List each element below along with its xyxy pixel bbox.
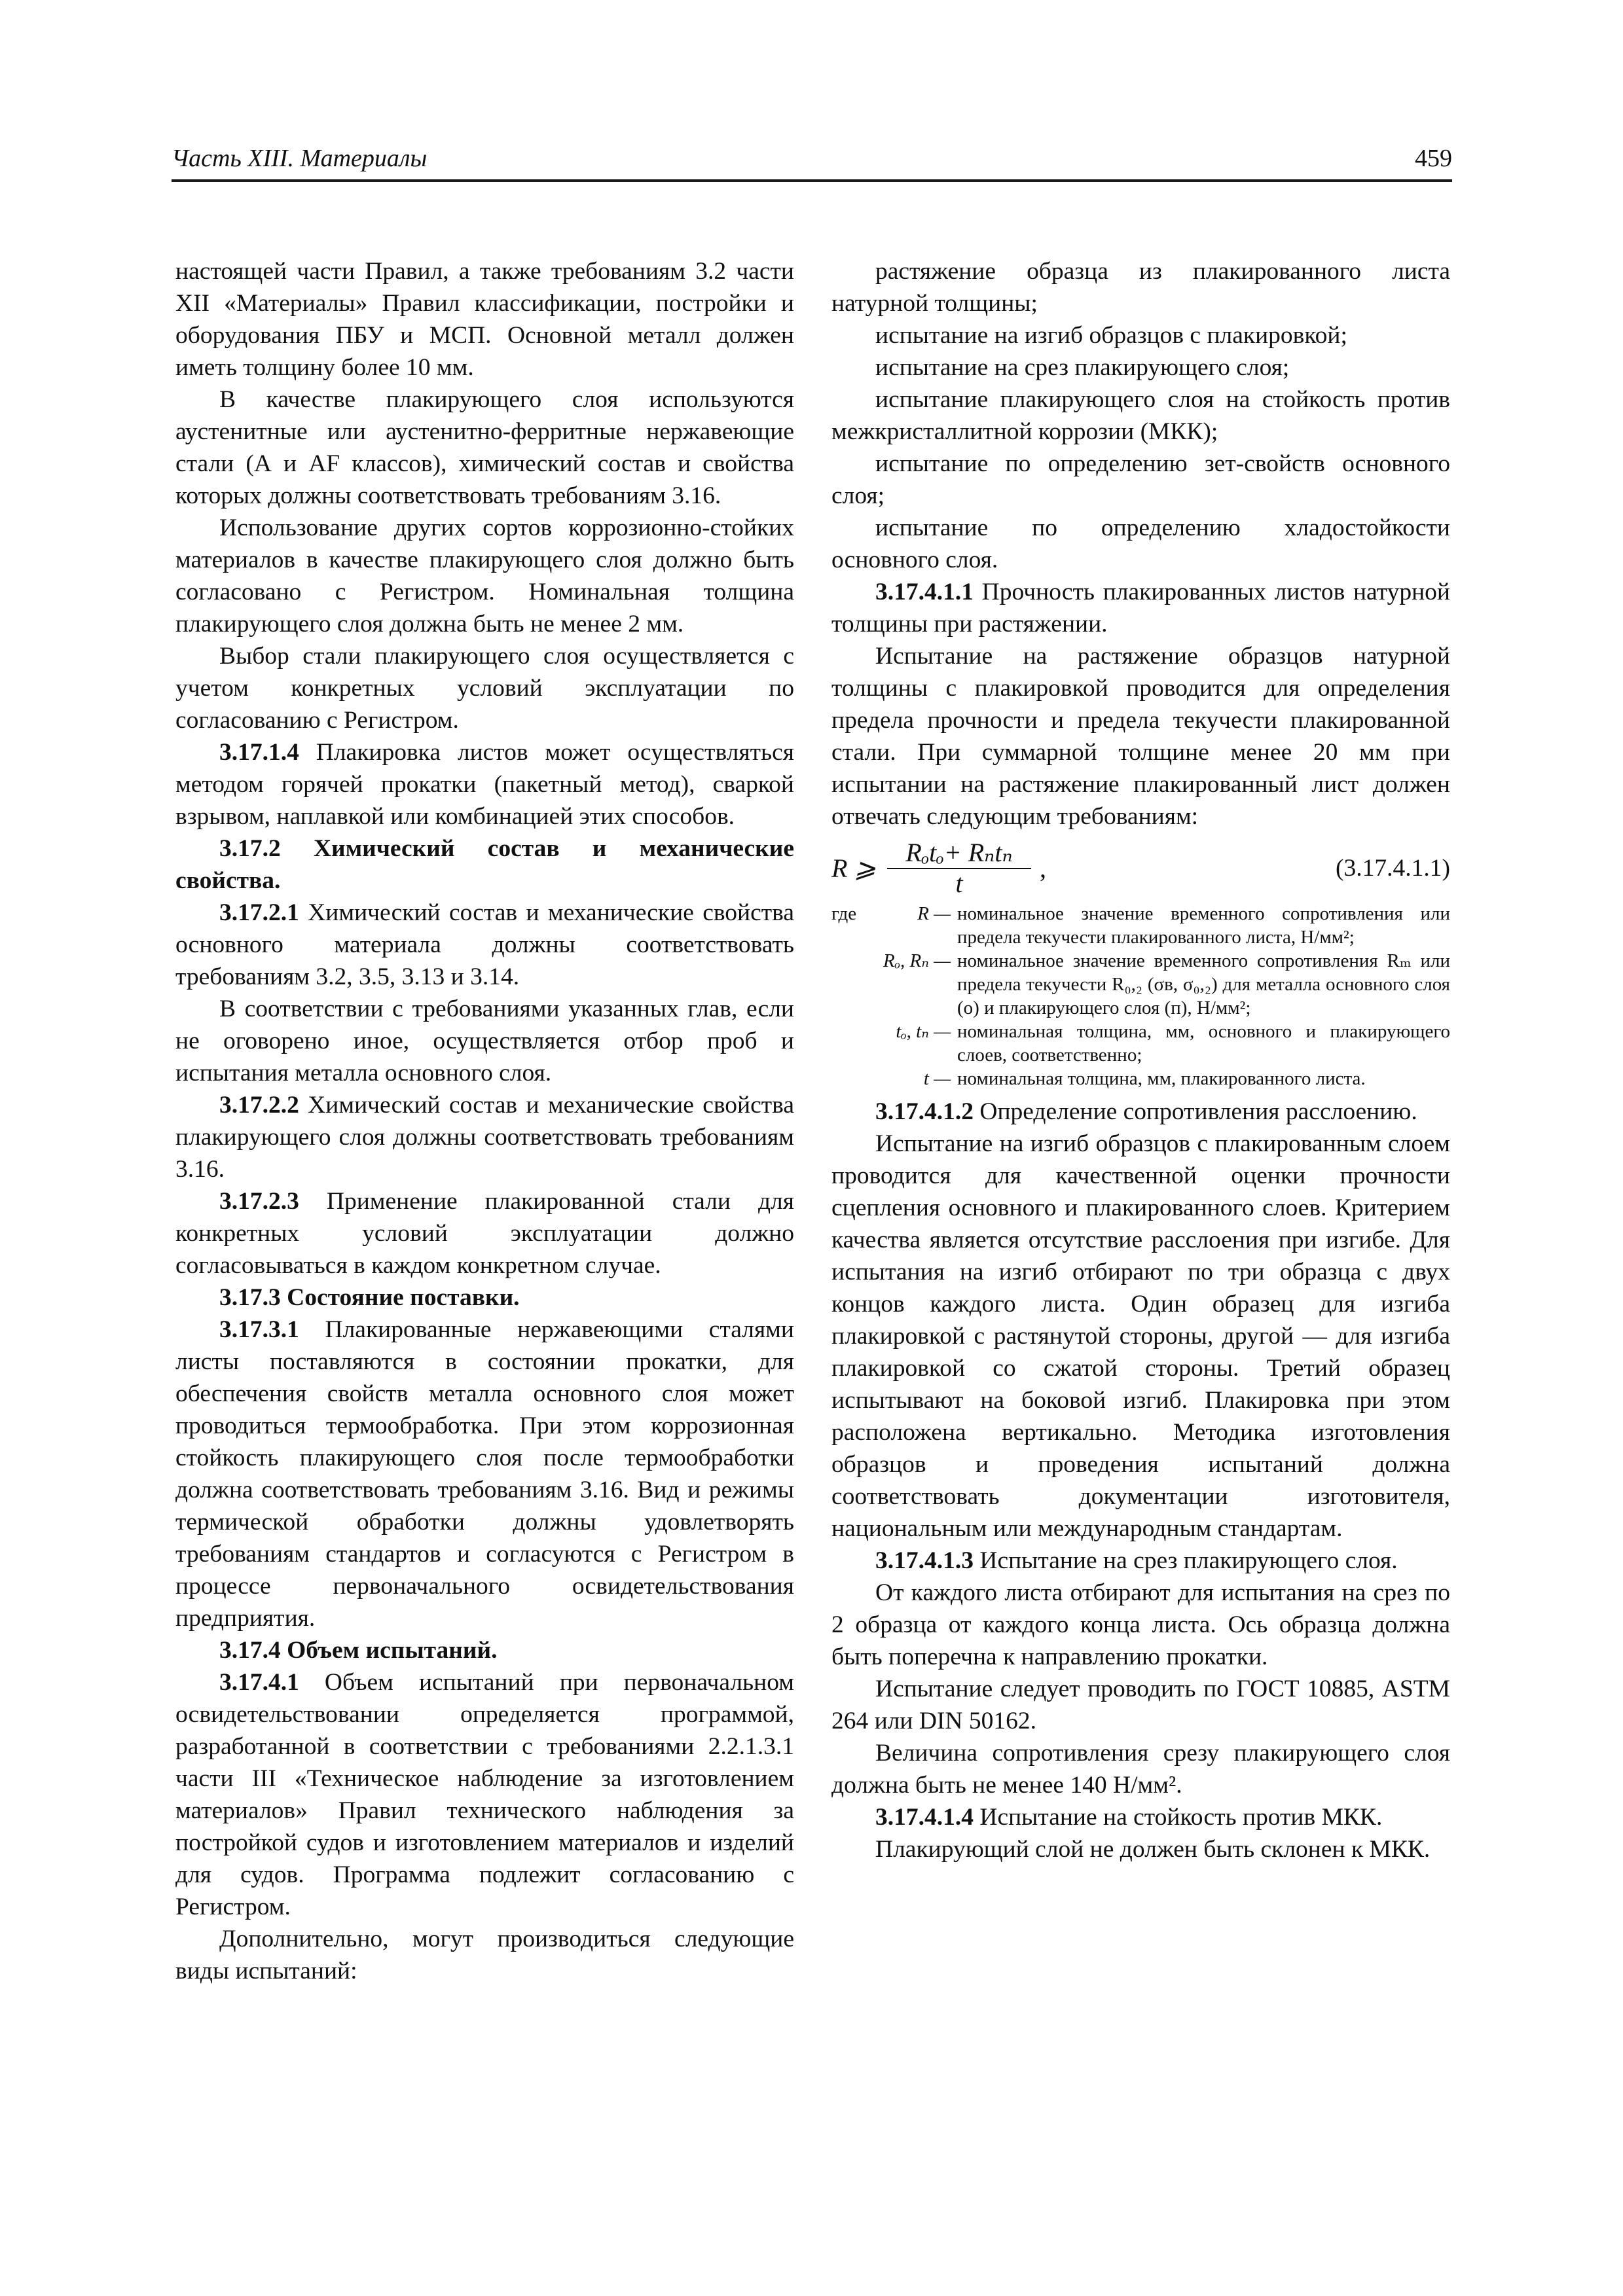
paragraph [175,736,794,833]
legend-row [831,949,1450,1020]
section-number: 3.17.4.1.2 [875,1098,974,1125]
paragraph: Испытание на изгиб образцов с плакированным слоем проводится для качественной оценки прочности сцепления основного и плакированного слоев. Критерием качества является отсутствие расслоения при изгибе. Для испытания на изгиб отбирают по три образца с двух концов каждого листа. Один образец для изгиба плакировкой с растянутой стороны, другой — для изгиба плакировкой со сжатой стороны. Третий образец испытывают на боковой изгиб. Плакировка при этом расположена вертикально. Методика изготовления образцов и проведения испытаний должна соответствовать документации изготовителя, национальным или международным стандартам. [831,1130,1450,1542]
paragraph: испытание на срез плакирующего слоя; [875,354,1290,381]
paragraph [831,576,1450,640]
section-number: 3.17.4.1.3 [875,1547,974,1574]
paragraph-text: Химический состав и механические свойства плакирующего слоя должны соответствовать требованиям 3.16. [175,1092,794,1183]
paragraph: Выбор стали плакирующего слоя осуществляется с учетом конкретных условий эксплуатации по согласованию с Регистром. [175,643,794,734]
formula-legend [831,902,1450,1090]
legend-text: номинальная толщина, мм, основного и плакирующего слоев, соответственно; [957,1021,1450,1066]
paragraph-text: Химический состав и механические свойства основного материала должны соответствовать требованиям 3.2, 3.5, 3.13 и 3.14. [175,899,794,990]
section-number: 3.17.2.2 [219,1092,299,1119]
paragraph [831,1096,1450,1128]
legend-label [831,902,957,949]
section-number: 3.17.4.1.4 [875,1804,974,1831]
paragraph: растяжение образца из плакированного листа натурной толщины; [831,258,1450,317]
section-number: 3.17.2.3 [219,1188,299,1215]
paragraph: Использование других сортов коррозионно-стойких материалов в качестве плакирующего слоя должно быть согласовано с Регистром. Номинальная толщина плакирующего слоя должна быть не менее 2 мм. [175,514,794,637]
section-number: 3.17.2.1 [219,899,299,926]
paragraph: В соответствии с требованиями указанных глав, если не оговорено иное, осуществляется отбор проб и испытания металла основного слоя. [175,996,794,1086]
legend-text: номинальное значение временного сопротивления или предела текучести плакированного листа, Н/мм²; [957,903,1450,948]
equation-number: (3.17.4.1.1) [1336,855,1450,882]
legend-row [831,1020,1450,1067]
paragraph: испытание на изгиб образцов с плакировкой; [875,322,1347,349]
paragraph: В качестве плакирующего слоя используются аустенитные или аустенитно-ферритные нержавеющие стали (А и АF классов), химический состав и свойства которых должны соответствовать требованиям 3.16. [175,386,794,509]
paragraph: испытание по определению хладостойкости основного слоя. [831,514,1450,573]
paragraph-text: Объем испытаний при первоначальном освидетельствовании определяется программой, разработанной в соответствии с требованиями 2.2.1.3.1 части III «Техническое наблюдение за изготовлением материалов» Правил технического наблюдения за постройкой судов и изготовлением материалов и изделий для судов. Программа подлежит согласованию с Регистром. [175,1669,794,1920]
section-number: 3.17.4.1 [219,1669,299,1696]
formula-denominator: t [955,869,963,898]
legend-symbol: tₒ, tₙ — [896,1021,951,1042]
paragraph [831,1545,1450,1577]
paragraph: Испытание следует проводить по ГОСТ 10885, ASTM 264 или DIN 50162. [831,1676,1450,1734]
heading-text: 3.17.2 Химический состав и механические свойства. [175,835,794,894]
formula-lhs: R ⩾ [831,853,876,883]
legend-text: номинальное значение временного сопротивления Rₘ или предела текучести R₀,₂ (σв, σ₀,₂) для металла основного слоя (о) и плакирующего слоя (п), Н/мм²; [957,950,1450,1018]
heading-text: 3.17.3 Состояние поставки. [219,1284,520,1311]
page-header [172,143,1452,182]
section-heading [175,1634,794,1666]
legend-text: номинальная толщина, мм, плакированного листа. [957,1068,1366,1089]
formula-fraction [887,838,1031,898]
section-number: 3.17.1.4 [219,739,299,766]
paragraph-text: Применение плакированной стали для конкретных условий эксплуатации должно согласовываться в каждом конкретном случае. [175,1188,794,1279]
section-heading [175,833,794,897]
formula-comma: , [1040,853,1046,883]
legend-row [831,902,1450,949]
legend-row [831,1067,1450,1090]
paragraph: испытание по определению зет-свойств основного слоя; [831,450,1450,509]
paragraph [175,1314,794,1634]
paragraph-text: Определение сопротивления расслоению. [974,1098,1417,1125]
paragraph: настоящей части Правил, а также требованиям 3.2 части XII «Материалы» Правил классификации, постройки и оборудования ПБУ и МСП. Основной металл должен иметь толщину более 10 мм. [175,258,794,381]
paragraph [175,1666,794,1923]
paragraph [175,1185,794,1282]
paragraph-text: Испытание на срез плакирующего слоя. [974,1547,1398,1574]
paragraph [175,897,794,993]
legend-symbol: R — [917,903,951,924]
legend-where: где [831,903,857,924]
paragraph [831,1801,1450,1833]
paragraph-text: Плакированные нержавеющими сталями листы поставляются в состоянии прокатки, для обеспечения свойств металла основного слоя может проводиться термообработка. При этом коррозионная стойкость плакирующего слоя после термообработки должна соответствовать требованиям 3.16. Вид и режимы термической обработки должны удовлетворять требованиям стандартов и согласуются с Регистром в процессе первоначального освидетельствования предприятия. [175,1316,794,1632]
section-heading [175,1282,794,1314]
left-column [175,255,794,1987]
section-number: 3.17.3.1 [219,1316,299,1343]
formula [831,838,1450,898]
paragraph: Испытание на растяжение образцов натурной толщины с плакировкой проводится для определения предела прочности и предела текучести плакированной стали. При суммарной толщине менее 20 мм при испытании на растяжение плакированный лист должен отвечать следующим требованиям: [831,643,1450,830]
legend-symbol: Rₒ, Rₙ — [883,950,951,971]
paragraph: Дополнительно, могут производиться следующие виды испытаний: [175,1926,794,1984]
paragraph: От каждого листа отбирают для испытания на срез по 2 образца от каждого конца листа. Ось образца должна быть поперечна к направлению прокатки. [831,1579,1450,1670]
heading-text: 3.17.4 Объем испытаний. [219,1637,498,1664]
paragraph: Величина сопротивления срезу плакирующего слоя должна быть не менее 140 Н/мм². [831,1740,1450,1799]
running-title: Часть XIII. Материалы [172,145,428,172]
paragraph: Плакирующий слой не должен быть склонен к МКК. [875,1836,1431,1863]
paragraph: испытание плакирующего слоя на стойкость против межкристаллитной коррозии (МКК); [831,386,1450,445]
right-column [831,255,1450,1865]
paragraph-text: Испытание на стойкость против МКК. [974,1804,1383,1831]
paragraph-text: Прочность плакированных листов натурной толщины при растяжении. [831,579,1450,637]
formula-numerator: Rₒtₒ+ Rₙtₙ [887,838,1031,869]
legend-symbol: t — [923,1068,951,1089]
paragraph [175,1089,794,1185]
section-number: 3.17.4.1.1 [875,579,974,605]
paragraph-text: Плакировка листов может осуществляться методом горячей прокатки (пакетный метод), сваркой взрывом, наплавкой или комбинацией этих способов. [175,739,794,830]
page-number: 459 [1415,145,1452,172]
